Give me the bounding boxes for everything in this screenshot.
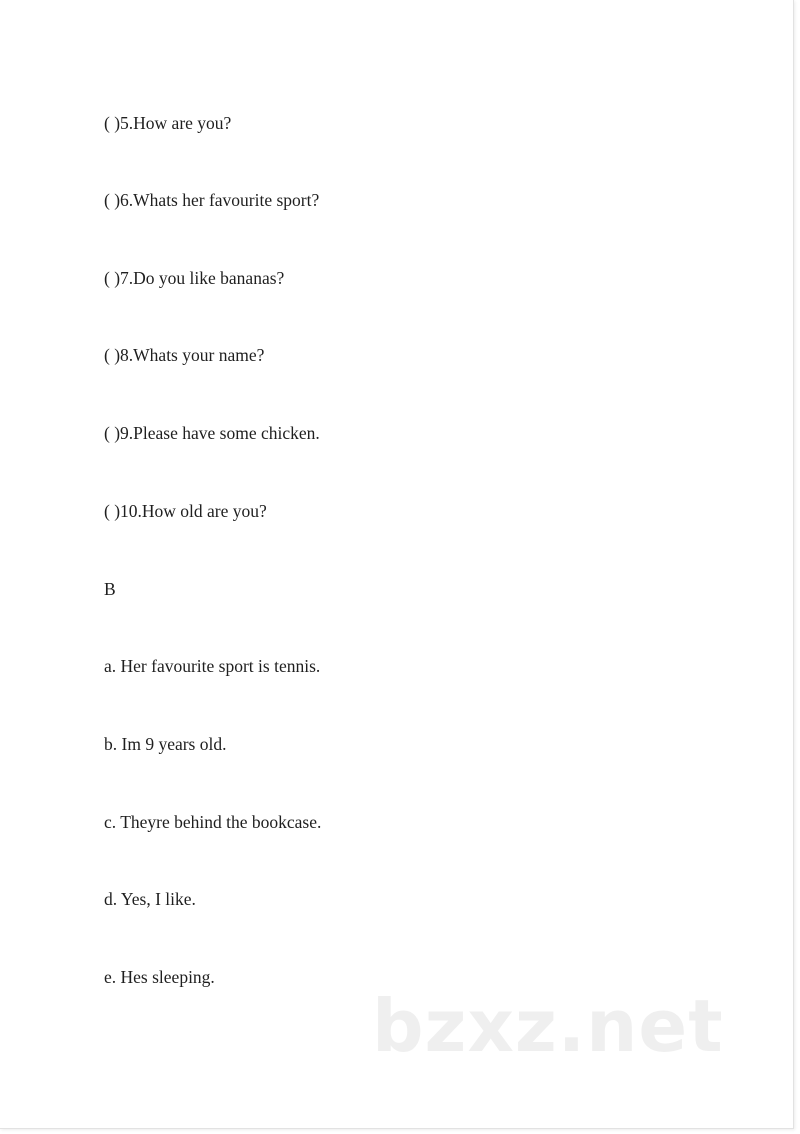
question-9: ( )9.Please have some chicken.: [104, 423, 320, 443]
answer-e: e. Hes sleeping.: [104, 967, 215, 987]
section-label-b: B: [104, 579, 116, 599]
answer-c: c. Theyre behind the bookcase.: [104, 812, 322, 832]
question-10: ( )10.How old are you?: [104, 501, 267, 521]
question-5: ( )5.How are you?: [104, 113, 232, 133]
question-8: ( )8.Whats your name?: [104, 345, 265, 365]
watermark: bzxz.net: [372, 984, 724, 1068]
answer-a: a. Her favourite sport is tennis.: [104, 656, 321, 676]
question-6: ( )6.Whats her favourite sport?: [104, 190, 320, 210]
answer-b: b. Im 9 years old.: [104, 734, 227, 754]
answer-d: d. Yes, I like.: [104, 889, 196, 909]
question-7: ( )7.Do you like bananas?: [104, 268, 285, 288]
